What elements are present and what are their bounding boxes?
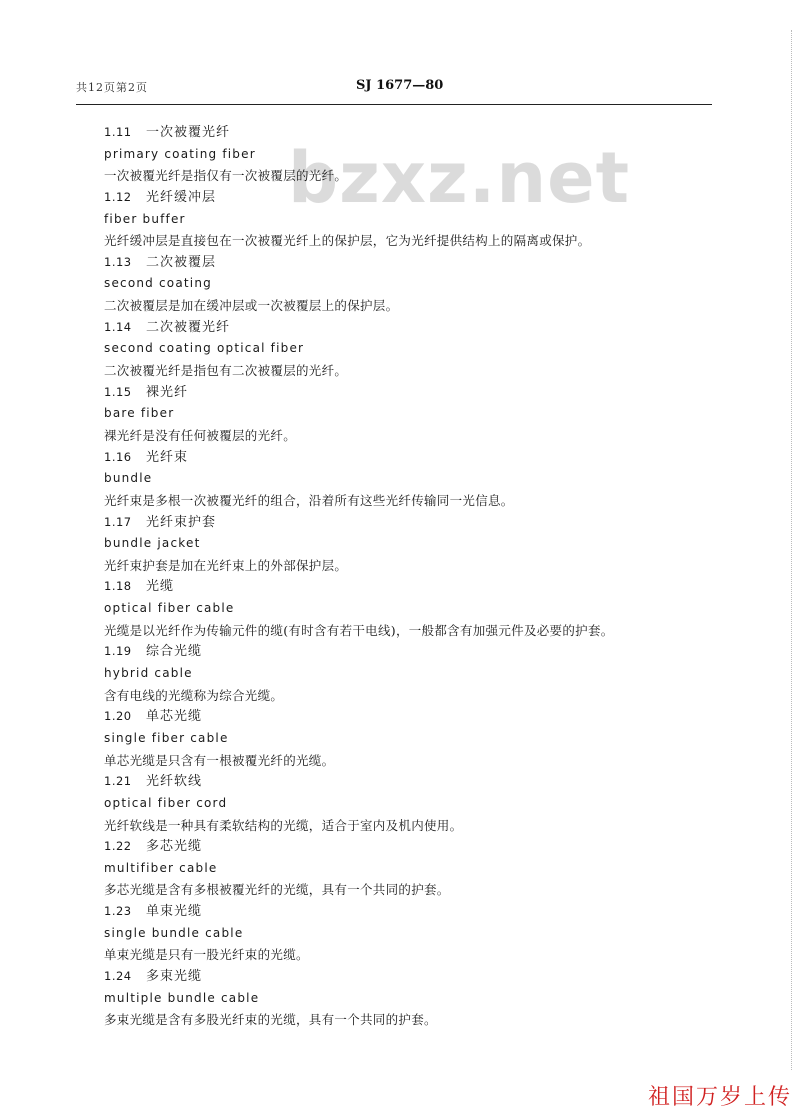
term-number: 1.21 — [104, 774, 132, 789]
term-entry — [104, 122, 744, 187]
term-entry — [104, 252, 744, 317]
term-heading — [104, 576, 744, 598]
term-number: 1.16 — [104, 449, 132, 464]
term-chinese: 光纤束护套 — [146, 514, 217, 530]
term-heading — [104, 771, 744, 793]
page-info: 共12页第2页 — [76, 81, 148, 94]
term-heading — [104, 382, 744, 404]
term-heading — [104, 447, 744, 469]
term-number: 1.17 — [104, 514, 132, 529]
term-chinese: 单束光缆 — [146, 904, 203, 920]
term-definition: 多芯光缆是含有多根被覆光纤的光缆，具有一个共同的护套。 — [104, 882, 450, 898]
term-english: second coating — [104, 276, 212, 291]
term-number: 1.11 — [104, 125, 132, 139]
term-entry — [104, 317, 744, 382]
term-definition: 光纤缓冲层是直接包在一次被覆光纤上的保护层，它为光纤提供结构上的隔离或保护。 — [104, 233, 591, 249]
footer-upload-note: 祖国万岁上传 — [648, 1085, 793, 1110]
term-heading — [104, 901, 744, 923]
term-heading — [104, 122, 744, 144]
term-entry — [104, 706, 744, 771]
term-chinese: 裸光纤 — [146, 384, 189, 400]
term-definition: 一次被覆光纤是指仅有一次被覆层的光纤。 — [104, 168, 348, 184]
term-chinese: 光纤软线 — [146, 774, 203, 790]
term-definition: 二次被覆层是加在缓冲层或一次被覆层上的保护层。 — [104, 298, 399, 314]
term-entry — [104, 576, 744, 641]
term-chinese: 一次被覆光纤 — [146, 125, 231, 140]
term-english: bundle — [104, 471, 153, 486]
term-entry — [104, 901, 744, 966]
term-english: bundle jacket — [104, 536, 201, 551]
term-heading — [104, 187, 744, 209]
term-english: single fiber cable — [104, 730, 229, 745]
term-english: primary coating fiber — [104, 146, 256, 161]
term-definition: 光缆是以光纤作为传输元件的缆(有时含有若干电线)，一般都含有加强元件及必要的护套。 — [104, 622, 614, 638]
term-heading — [104, 512, 744, 534]
term-chinese: 单芯光缆 — [146, 709, 203, 725]
term-chinese: 光纤缓冲层 — [146, 189, 217, 205]
term-definition: 光纤软线是一种具有柔软结构的光缆，适合于室内及机内使用。 — [104, 817, 463, 833]
term-chinese: 二次被覆光纤 — [146, 319, 231, 335]
watermark: bzxz.net — [288, 137, 631, 219]
term-english: optical fiber cord — [104, 795, 228, 810]
term-entry — [104, 187, 744, 252]
term-number: 1.18 — [104, 579, 132, 594]
term-definition: 多束光缆是含有多股光纤束的光缆，具有一个共同的护套。 — [104, 1012, 437, 1028]
term-english: single bundle cable — [104, 925, 244, 940]
term-english: fiber buffer — [104, 211, 186, 226]
term-english: multiple bundle cable — [104, 990, 260, 1005]
term-heading — [104, 641, 744, 663]
term-entry — [104, 836, 744, 901]
term-definition: 单束光缆是只有一股光纤束的光缆。 — [104, 947, 309, 963]
term-heading — [104, 706, 744, 728]
term-english: second coating optical fiber — [104, 341, 305, 356]
term-entry — [104, 771, 744, 836]
term-chinese: 二次被覆层 — [146, 254, 217, 270]
header-rule — [76, 104, 712, 105]
term-definition: 含有电线的光缆称为综合光缆。 — [104, 687, 284, 703]
term-english: hybrid cable — [104, 666, 193, 681]
term-heading — [104, 252, 744, 274]
term-number: 1.13 — [104, 254, 132, 269]
term-entry — [104, 966, 744, 1031]
term-english: multifiber cable — [104, 860, 218, 875]
term-number: 1.23 — [104, 904, 132, 919]
term-chinese: 综合光缆 — [146, 644, 203, 660]
term-chinese: 光缆 — [146, 579, 175, 595]
term-entry — [104, 447, 744, 512]
term-number: 1.20 — [104, 709, 132, 724]
term-chinese: 多束光缆 — [146, 968, 203, 984]
term-number: 1.14 — [104, 319, 132, 334]
term-list — [104, 122, 744, 1031]
term-number: 1.22 — [104, 839, 132, 854]
term-heading — [104, 317, 744, 339]
term-entry — [104, 641, 744, 706]
term-chinese: 光纤束 — [146, 449, 189, 465]
term-definition: 光纤束是多根一次被覆光纤的组合，沿着所有这些光纤传输同一光信息。 — [104, 492, 514, 508]
term-chinese: 多芯光缆 — [146, 839, 203, 855]
term-definition: 裸光纤是没有任何被覆层的光纤。 — [104, 427, 297, 443]
term-number: 1.24 — [104, 968, 132, 983]
term-english: optical fiber cable — [104, 601, 235, 616]
term-number: 1.19 — [104, 644, 132, 659]
term-definition: 二次被覆光纤是指包有二次被覆层的光纤。 — [104, 363, 348, 379]
term-entry — [104, 512, 744, 577]
term-heading — [104, 966, 744, 988]
term-definition: 单芯光缆是只含有一根被覆光纤的光缆。 — [104, 752, 335, 768]
term-english: bare fiber — [104, 406, 175, 421]
standard-code: SJ 1677—80 — [356, 78, 444, 93]
term-number: 1.15 — [104, 384, 132, 399]
scan-edge — [789, 30, 792, 1070]
term-number: 1.12 — [104, 189, 132, 204]
term-heading — [104, 836, 744, 858]
term-entry — [104, 382, 744, 447]
term-definition: 光纤束护套是加在光纤束上的外部保护层。 — [104, 557, 348, 573]
